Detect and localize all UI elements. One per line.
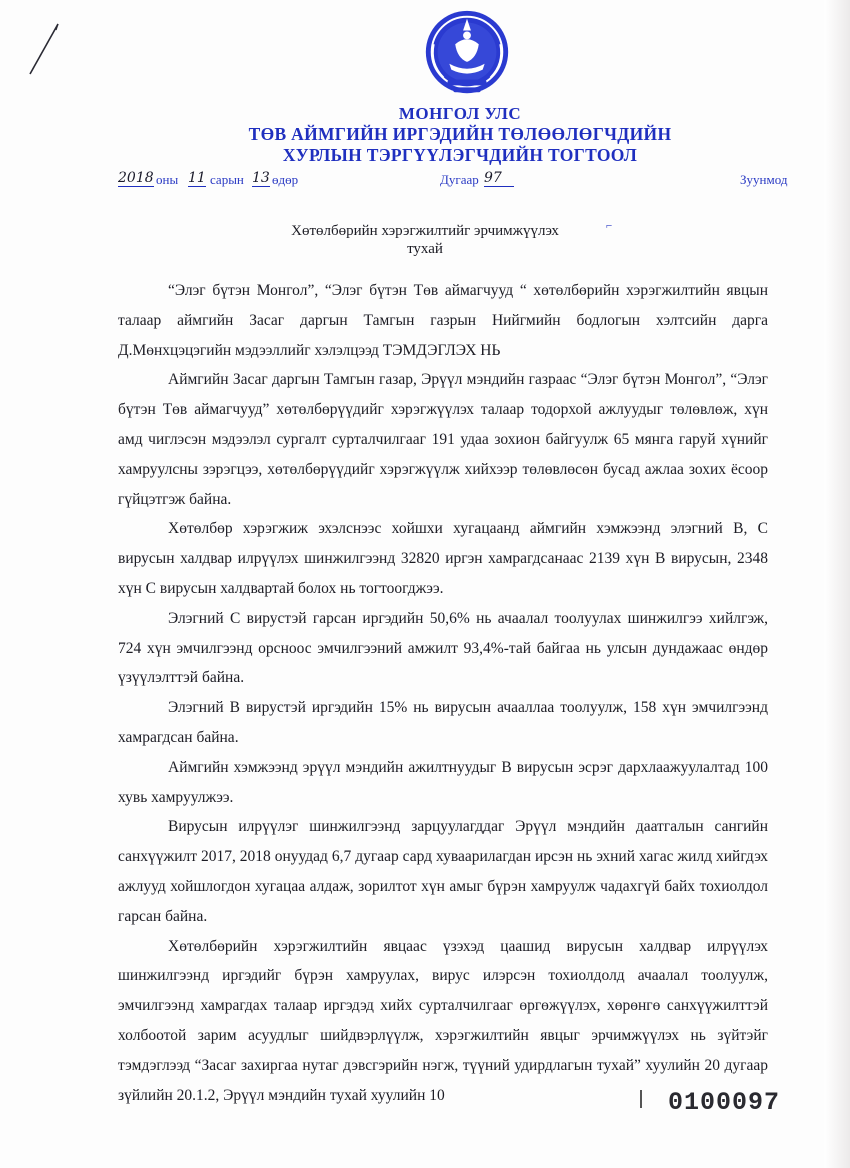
header-organization: ТӨВ АЙМГИЙН ИРГЭДИЙН ТӨЛӨӨЛӨГЧДИЙН — [248, 124, 672, 144]
date-year-field — [118, 170, 154, 187]
document-body — [118, 276, 768, 1110]
pen-stroke-icon — [24, 20, 64, 80]
subject-corner-mark: ⌐ — [606, 220, 613, 232]
subject-line-2: тухай — [407, 241, 443, 257]
header-country: МОНГОЛ УЛС — [398, 104, 522, 123]
paragraph: Аймгийн Засаг даргын Тамгын газар, Эрүүл мэндийн газраас “Элэг бүтэн Монгол”, “Элэг бүтэн Төв аймагчууд” хөтөлбөрүүдийг хэрэгжүүлэх талаар тодорхой ажлуудыг төлөвлөж, хүн амд чиглэсэн мэдээлэл сургалт сурталчилгааг 191 удаа зохион байгуулж 65 мянга гаруй хүнийг хамруулсны зэрэгцээ, хөтөлбөрүүдийг хэрэгжүүлж хийхээр төлөвлөсөн бусад ажлаа зохих ёсоор гүйцэтгэж байна. — [118, 371, 768, 508]
date-year-label: оны — [156, 172, 179, 187]
page-edge-shadow — [824, 0, 850, 1168]
date-day-label: өдөр — [272, 172, 299, 187]
date-day-field — [252, 170, 270, 187]
state-emblem-icon — [418, 4, 516, 104]
place-label: Зуунмод — [740, 172, 788, 187]
document-meta-line — [118, 170, 818, 194]
paragraph: Хөтөлбөр хэрэгжиж эхэлснээс хойшхи хугацаанд аймгийн хэмжээнд элэгний В, С вирусын халдвар илрүүлэх шинжилгээнд 32820 иргэн хамрагдсанаас 2139 хүн В вирусын, 2348 хүн С вирусын халдвартай болох нь тогтоогджээ. — [118, 520, 768, 597]
document-header — [200, 104, 720, 166]
header-document-type: ХУРЛЫН ТЭРГҮҮЛЭГЧДИЙН ТОГТООЛ — [282, 145, 638, 165]
date-month-value: 11 — [188, 170, 206, 186]
paragraph: Хөтөлбөрийн хэрэгжилтийн явцаас үзэхэд цаашид вирусын халдвар илрүүлэх шинжилгээнд иргэдийг бүрэн хамруулах, вирус илэрсэн тохиолдолд ачаалал тоолуулж, эмчилгээнд хамрагдах талаар иргэдэд хийх сурталчилгааг өргөжүүлэх, хөрөнгө санхүүжилттэй холбоотой зарим асуудлыг шийдвэрлүүлж, хэрэгжилтийн явцыг эрчимжүүлэх нь зүйтэйг тэмдэглээд “Засаг захиргаа нутаг дэвсгэрийн нэгж, түүний удирдлагын тухай” хуулийн 20 дугаар зүйлийн 20.1.2, Эрүүл мэндийн тухай хуулийн 10 — [118, 937, 768, 1104]
document-serial-number: 0100097 — [668, 1088, 781, 1117]
date-day-value: 13 — [252, 170, 270, 186]
number-field — [484, 170, 514, 187]
paragraph: Аймгийн хэмжээнд эрүүл мэндийн ажилтнуудыг В вирусын эсрэг дархлаажуулалтад 100 хувь хамруулжээ. — [118, 758, 768, 806]
paragraph: Элэгний С вирустэй гарсан иргэдийн 50,6% нь ачаалал тоолуулах шинжилгээ хийлгэж, 724 хүн эмчилгээнд орсноос эмчилгээний амжилт 93,4%-тай байгаа нь улсын дундажаас өндөр үзүүлэлттэй байна. — [118, 609, 768, 687]
paragraph: Элэгний В вирустэй иргэдийн 15% нь вирусын ачааллаа тоолуулж, 158 хүн эмчилгээнд хамрагдсан байна. — [118, 699, 768, 746]
date-month-label: сарын — [210, 172, 244, 187]
number-value: 97 — [484, 170, 514, 187]
subject-line-1: Хөтөлбөрийн хэрэгжилтийг эрчимжүүлэх — [291, 223, 559, 239]
date-year-value: 2018 — [118, 170, 154, 186]
subject-title — [250, 222, 600, 258]
margin-tick — [640, 1090, 642, 1108]
paragraph: Вирусын илрүүлэг шинжилгээнд зарцуулагддаг Эрүүл мэндийн даатгалын сангийн санхүүжилт 2017, 2018 онуудад 6,7 дугаар сард хуваарилагдан ирсэн нь эхний хагас жилд хийгдэх ажлууд хойшлогдон хугацаа алдаж, зорилтот хүн амыг бүрэн хамруулж чадахгүй байх тохиолдол гарсан байна. — [118, 818, 768, 925]
number-label: Дугаар — [440, 172, 479, 187]
paragraph: “Элэг бүтэн Монгол”, “Элэг бүтэн Төв аймагчууд “ хөтөлбөрийн хэрэгжилтийн явцын талаар аймгийн Засаг даргын Тамгын газрын Нийгмийн бодлогын хэлтсийн дарга Д.Мөнхцэцэгийн мэдээллийг хэлэлцээд ТЭМДЭГЛЭХ НЬ — [118, 282, 768, 359]
date-month-field — [188, 170, 206, 187]
